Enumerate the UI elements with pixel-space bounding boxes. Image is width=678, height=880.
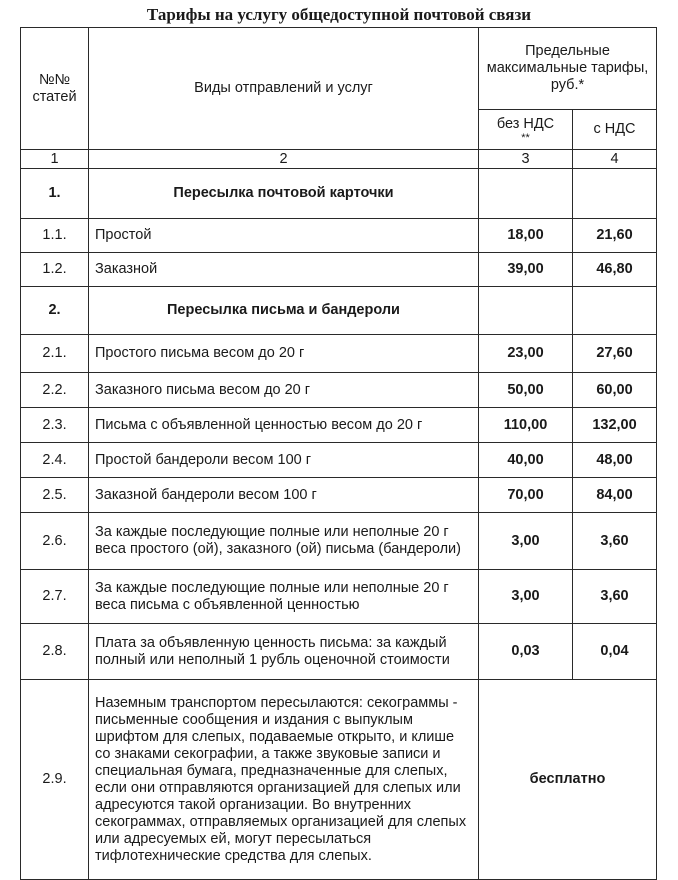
index-2: 2 bbox=[89, 150, 479, 169]
row-price-vat: 46,80 bbox=[573, 253, 657, 287]
row-price-no-vat: 50,00 bbox=[479, 373, 573, 408]
section-empty-cell bbox=[479, 169, 573, 219]
row-number: 2.2. bbox=[21, 373, 89, 408]
header-type: Виды отправлений и услуг bbox=[89, 28, 479, 150]
row-price-vat: 3,60 bbox=[573, 513, 657, 570]
row-price-no-vat: 23,00 bbox=[479, 335, 573, 373]
section-title: Пересылка письма и бандероли bbox=[89, 287, 479, 335]
section-empty-cell bbox=[573, 287, 657, 335]
row-description: Наземным транспортом пересылаются: секограммы - письменные сообщения и издания с выпуклым шрифтом для слепых, подаваемые открыто, и клише со знаками секографии, а также звуковые записи и специальная бумага, предназначенные для слепых, если они отправляются организацией для слепых или адресуются такой организации. Во внутренних секограммах, отправляемых организацией для слепых или адресуемых ей, могут пересылаться тифлотехнические средства для слепых. bbox=[89, 680, 479, 880]
row-price-vat: 132,00 bbox=[573, 408, 657, 443]
tariffs-table bbox=[20, 27, 657, 880]
row-price-no-vat: 3,00 bbox=[479, 513, 573, 570]
section-title: Пересылка почтовой карточки bbox=[89, 169, 479, 219]
row-price-no-vat: 70,00 bbox=[479, 478, 573, 513]
table-row bbox=[21, 335, 657, 373]
row-price-no-vat: 0,03 bbox=[479, 624, 573, 680]
table-row bbox=[21, 513, 657, 570]
row-description: Заказной bbox=[89, 253, 479, 287]
table-row bbox=[21, 408, 657, 443]
row-description: Плата за объявленную ценность письма: за каждый полный или неполный 1 рубль оценочной стоимости bbox=[89, 624, 479, 680]
table-row bbox=[21, 443, 657, 478]
row-price-no-vat: 39,00 bbox=[479, 253, 573, 287]
row-price-vat: 3,60 bbox=[573, 570, 657, 624]
header-vat: с НДС bbox=[573, 110, 657, 150]
header-no-vat-label: без НДС bbox=[496, 115, 555, 132]
table-row bbox=[21, 478, 657, 513]
row-description: За каждые последующие полные или неполные 20 г веса письма с объявленной ценностью bbox=[89, 570, 479, 624]
row-number: 1.1. bbox=[21, 219, 89, 253]
section-row bbox=[21, 287, 657, 335]
row-number: 2.1. bbox=[21, 335, 89, 373]
row-price-vat: 60,00 bbox=[573, 373, 657, 408]
row-number: 2.8. bbox=[21, 624, 89, 680]
header-num: №№ статей bbox=[21, 28, 89, 150]
section-row bbox=[21, 169, 657, 219]
index-3: 3 bbox=[479, 150, 573, 169]
row-description: Заказного письма весом до 20 г bbox=[89, 373, 479, 408]
row-price-no-vat: 18,00 bbox=[479, 219, 573, 253]
row-number: 2.7. bbox=[21, 570, 89, 624]
section-number: 1. bbox=[21, 169, 89, 219]
row-number: 2.6. bbox=[21, 513, 89, 570]
section-number: 2. bbox=[21, 287, 89, 335]
header-no-vat-note: ** bbox=[521, 131, 530, 144]
index-4: 4 bbox=[573, 150, 657, 169]
header-no-vat bbox=[479, 110, 573, 150]
row-number: 2.9. bbox=[21, 680, 89, 880]
document-title: Тарифы на услугу общедоступной почтовой связи bbox=[146, 5, 532, 24]
row-description: Простой bbox=[89, 219, 479, 253]
row-description: За каждые последующие полные или неполные 20 г веса простого (ой), заказного (ой) письма (бандероли) bbox=[89, 513, 479, 570]
row-price-vat: 48,00 bbox=[573, 443, 657, 478]
row-price-no-vat: 3,00 bbox=[479, 570, 573, 624]
row-price-vat: 84,00 bbox=[573, 478, 657, 513]
row-description: Простой бандероли весом 100 г bbox=[89, 443, 479, 478]
row-price-free: бесплатно bbox=[479, 680, 657, 880]
index-row bbox=[21, 150, 657, 169]
row-number: 1.2. bbox=[21, 253, 89, 287]
row-description: Простого письма весом до 20 г bbox=[89, 335, 479, 373]
row-price-no-vat: 110,00 bbox=[479, 408, 573, 443]
row-description: Заказной бандероли весом 100 г bbox=[89, 478, 479, 513]
row-number: 2.4. bbox=[21, 443, 89, 478]
row-number: 2.3. bbox=[21, 408, 89, 443]
section-empty-cell bbox=[479, 287, 573, 335]
section-empty-cell bbox=[573, 169, 657, 219]
table-row bbox=[21, 219, 657, 253]
table-row bbox=[21, 253, 657, 287]
row-description: Письма с объявленной ценностью весом до 20 г bbox=[89, 408, 479, 443]
row-number: 2.5. bbox=[21, 478, 89, 513]
table-row bbox=[21, 570, 657, 624]
table-row bbox=[21, 680, 657, 880]
row-price-vat: 21,60 bbox=[573, 219, 657, 253]
header-row bbox=[21, 28, 657, 110]
table-row bbox=[21, 624, 657, 680]
row-price-vat: 0,04 bbox=[573, 624, 657, 680]
index-1: 1 bbox=[21, 150, 89, 169]
table-row bbox=[21, 373, 657, 408]
header-tariffs: Предельные максимальные тарифы, руб.* bbox=[479, 28, 657, 110]
row-price-vat: 27,60 bbox=[573, 335, 657, 373]
row-price-no-vat: 40,00 bbox=[479, 443, 573, 478]
